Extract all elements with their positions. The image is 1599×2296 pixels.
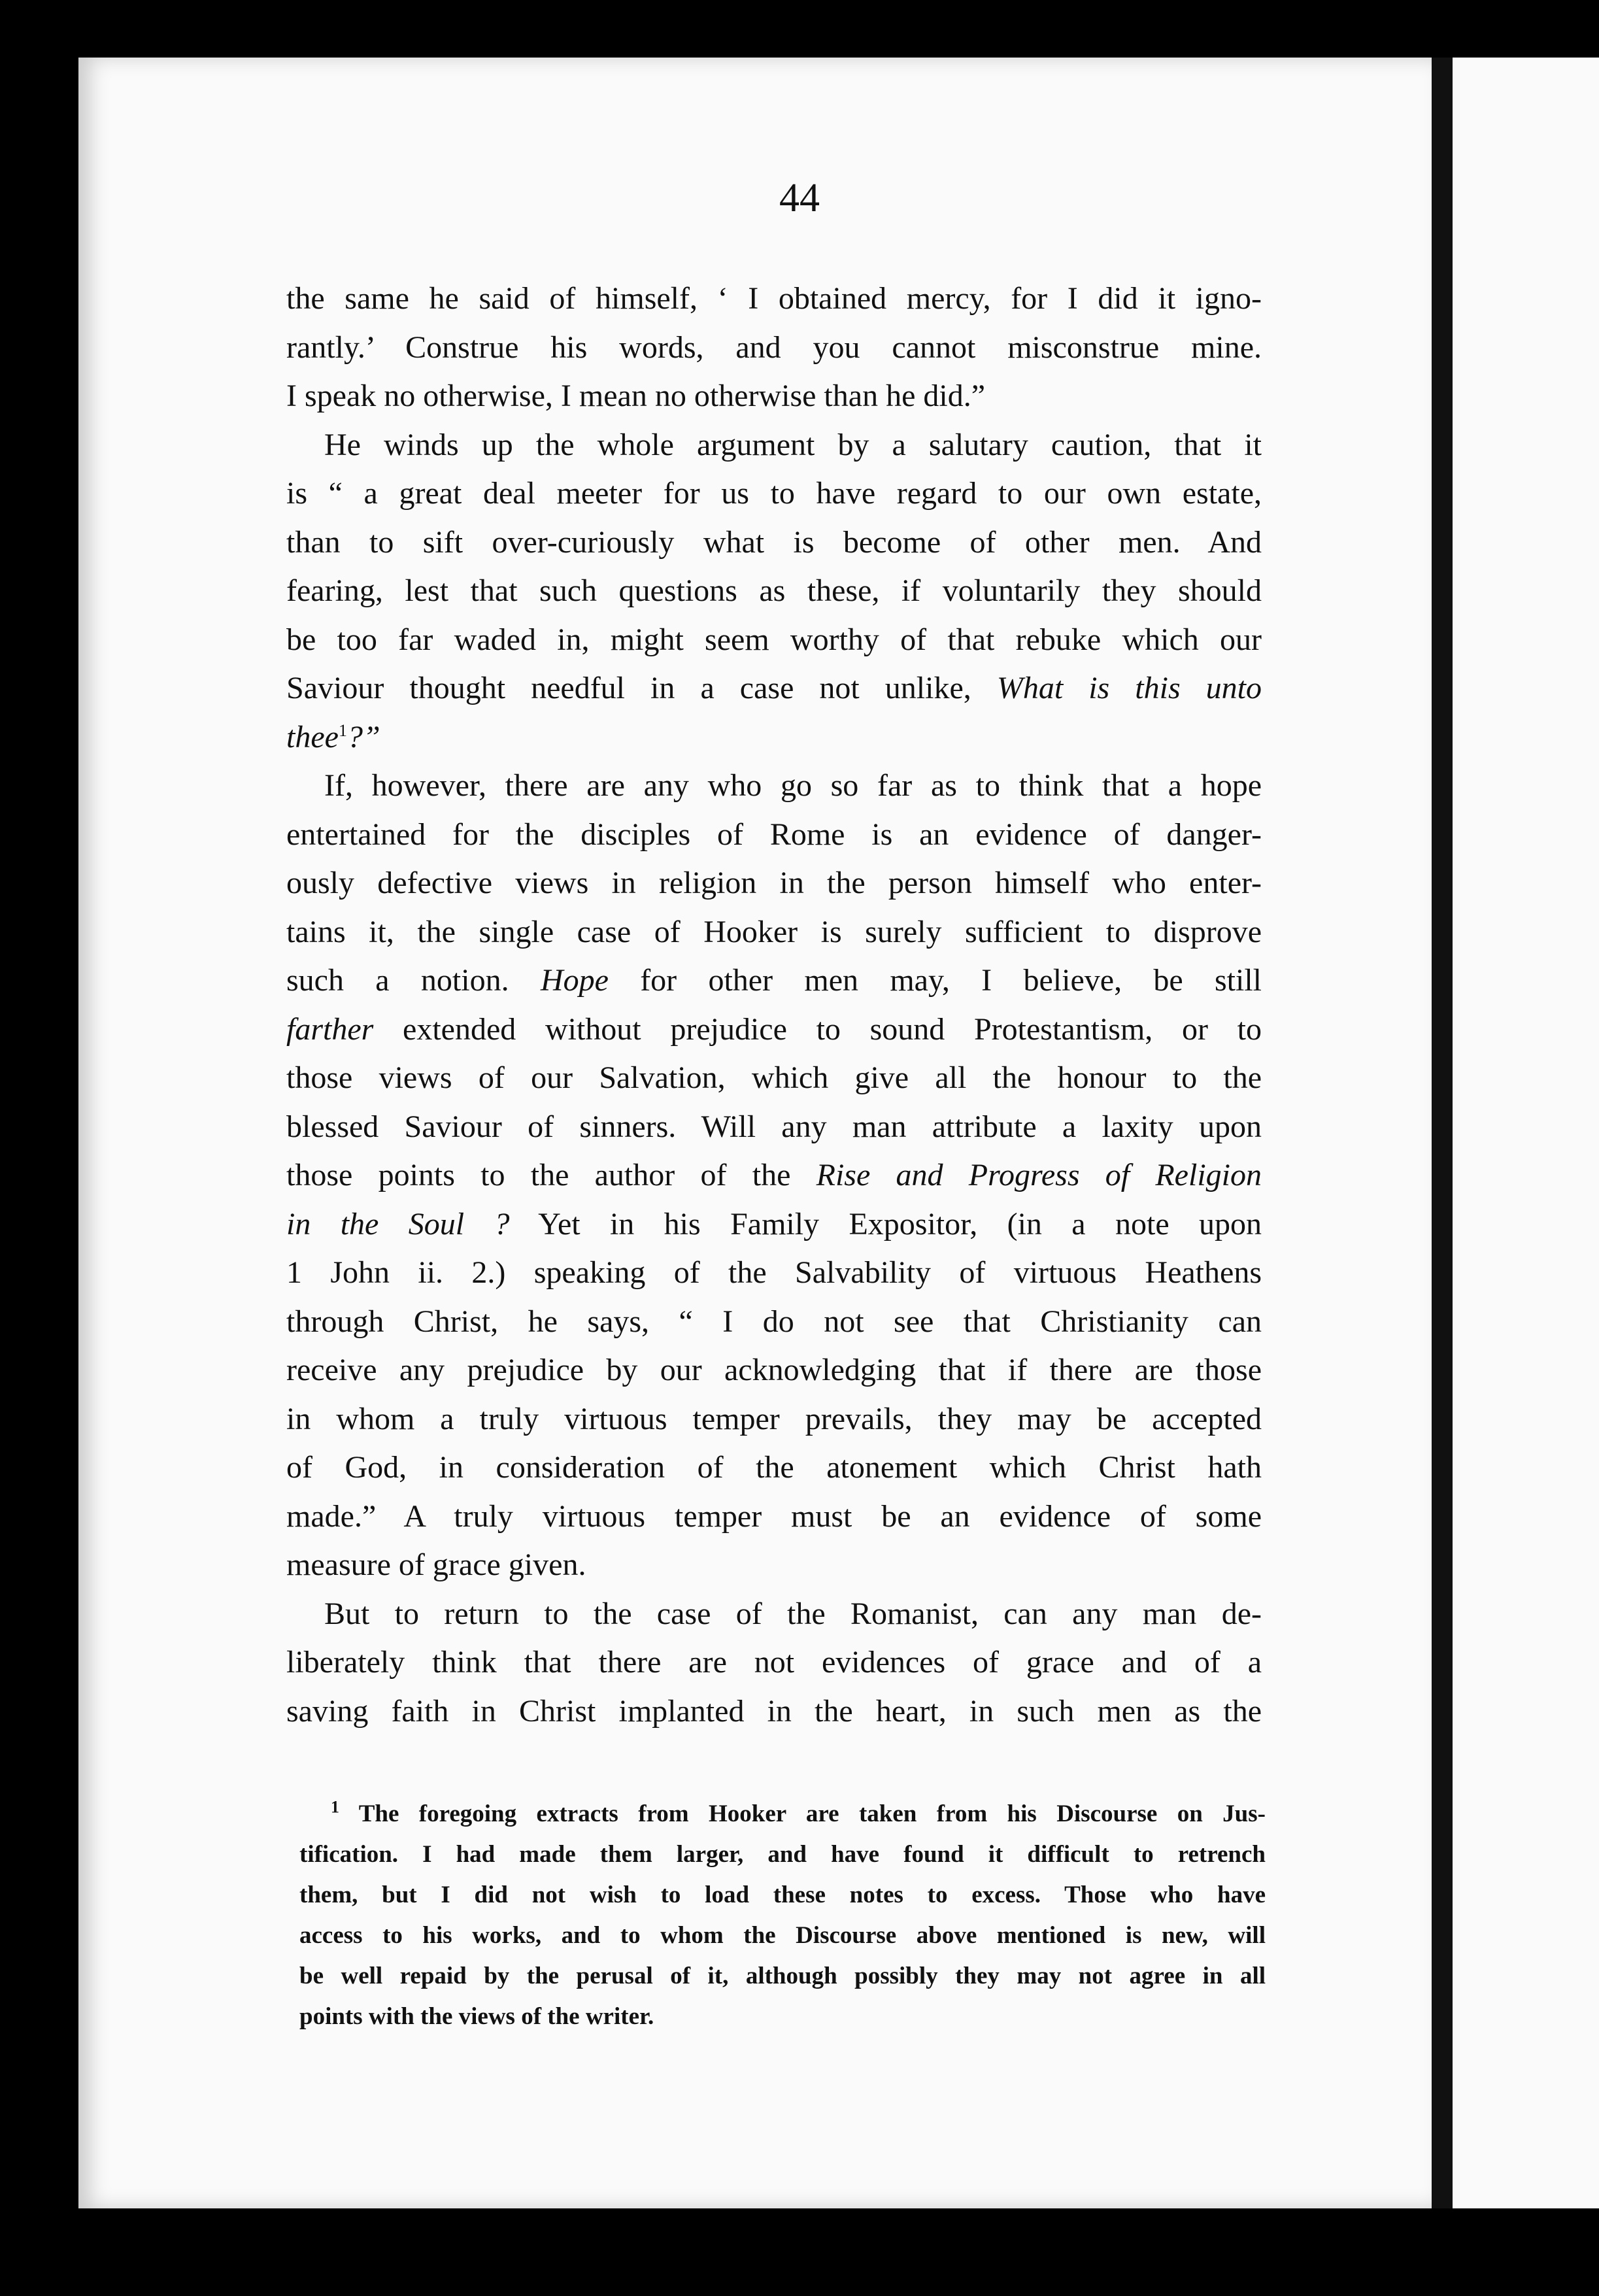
italic-text: ?”: [346, 719, 380, 754]
text-line: the same he said of himself, ‘ I obtained mercy, for I did it igno-: [286, 281, 1262, 316]
text-line: But to return to the case of the Romanist, can any man de-: [324, 1596, 1262, 1631]
text-segment: Yet in his Family Expositor, (in a note upon: [538, 1206, 1262, 1241]
italic-text: thee: [286, 719, 339, 754]
body-text: [286, 275, 1262, 1736]
text-line: through Christ, he says, “ I do not see that Christianity can: [286, 1304, 1262, 1339]
text-line: [286, 664, 1262, 713]
text-line: [286, 713, 1262, 762]
text-line: receive any prejudice by our acknowledging that if there are those: [286, 1353, 1262, 1387]
text-segment: such a notion.: [286, 963, 509, 998]
italic-text: Rise and Progress of Religion: [816, 1158, 1262, 1192]
italic-text: Hope: [540, 963, 609, 998]
text-line: saving faith in Christ implanted in the heart, in such men as the: [286, 1693, 1262, 1729]
text-line: 1 John ii. 2.) speaking of the Salvability of virtuous Heathens: [286, 1255, 1262, 1290]
footnote-line: be well repaid by the perusal of it, although possibly they may not agree in all: [299, 1963, 1266, 1989]
text-line: in whom a truly virtuous temper prevails, they may be accepted: [286, 1401, 1262, 1436]
text-segment: Saviour thought needful in a case not unlike,: [286, 671, 971, 705]
text-line: than to sift over-curiously what is become of other men. And: [286, 524, 1262, 560]
footnote-reference: 1: [338, 720, 347, 740]
text-line: [286, 1151, 1262, 1200]
text-line: ously defective views in religion in the person himself who enter-: [286, 866, 1262, 900]
text-line: [286, 1200, 1262, 1249]
facing-page-edge: [1453, 58, 1599, 2208]
italic-text: What is this unto: [996, 671, 1262, 705]
footnote-line: tification. I had made them larger, and have found it difficult to retrench: [299, 1841, 1266, 1868]
italic-text: in the Soul ?: [286, 1206, 510, 1241]
text-line: He winds up the whole argument by a salutary caution, that it: [324, 427, 1262, 462]
text-segment: extended without prejudice to sound Protestantism, or to: [403, 1011, 1262, 1047]
text-line: measure of grace given.: [286, 1547, 586, 1582]
footnote-line: access to his works, and to whom the Discourse above mentioned is new, will: [299, 1922, 1266, 1949]
text-line: of God, in consideration of the atonement which Christ hath: [286, 1450, 1262, 1485]
text-line: rantly.’ Construe his words, and you cannot misconstrue mine.: [286, 329, 1262, 365]
text-line: those views of our Salvation, which give all the honour to the: [286, 1060, 1262, 1095]
text-line: [286, 956, 1262, 1005]
footnote-line: points with the views of the writer.: [299, 2003, 654, 2030]
italic-text: farther: [286, 1011, 374, 1047]
footnote-marker: 1: [331, 1797, 339, 1817]
footnote-line: [299, 1794, 1266, 1834]
text-line: [286, 1005, 1262, 1055]
footnote: [299, 1794, 1266, 2037]
text-segment: for other men may, I believe, be still: [640, 963, 1262, 998]
text-line: entertained for the disciples of Rome is an evidence of danger-: [286, 817, 1262, 852]
text-line: is “ a great deal meeter for us to have regard to our own estate,: [286, 476, 1262, 511]
text-line: tains it, the single case of Hooker is surely sufficient to disprove: [286, 914, 1262, 949]
text-line: fearing, lest that such questions as these, if voluntarily they should: [286, 573, 1262, 608]
text-line: I speak no otherwise, I mean no otherwise than he did.”: [286, 379, 986, 413]
text-line: made.” A truly virtuous temper must be an evidence of some: [286, 1498, 1262, 1534]
text-segment: The foregoing extracts from Hooker are taken from his Discourse on Jus-: [358, 1800, 1266, 1827]
text-segment: those points to the author of the: [286, 1158, 791, 1192]
text-line: liberately think that there are not evidences of grace and of a: [286, 1645, 1262, 1680]
footnote-line: them, but I did not wish to load these notes to excess. Those who have: [299, 1882, 1266, 1908]
page-number: 44: [779, 176, 820, 220]
book-gutter: [1432, 58, 1453, 2208]
text-line: be too far waded in, might seem worthy of that rebuke which our: [286, 622, 1262, 657]
text-line: If, however, there are any who go so far as to think that a hope: [324, 768, 1262, 803]
text-line: blessed Saviour of sinners. Will any man attribute a laxity upon: [286, 1109, 1262, 1144]
